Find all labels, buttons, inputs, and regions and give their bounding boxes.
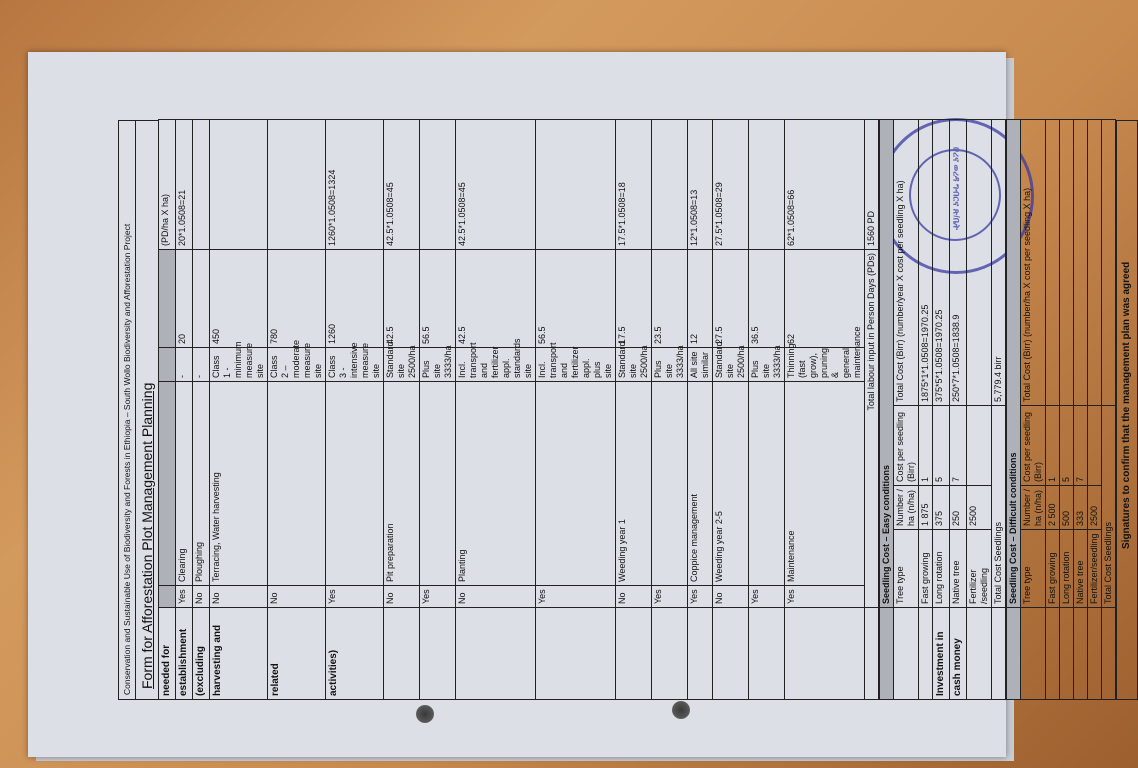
category-label: Investment in <box>935 631 946 696</box>
total-value: 5,779.4 birr <box>992 119 1006 405</box>
yes-no-cell: No <box>713 586 749 608</box>
calculation <box>749 120 785 250</box>
person-days: 56.5 <box>536 250 616 348</box>
table-row <box>652 120 688 700</box>
table-row <box>536 120 616 700</box>
cost-per-seedling: 5 <box>933 406 950 486</box>
table-row <box>1060 119 1074 699</box>
difficult-col-cost: Cost per seedling (Birr) <box>1021 406 1046 486</box>
cost-per-seedling: 7 <box>1074 406 1088 486</box>
calculation <box>420 120 456 250</box>
table-row <box>1088 119 1102 699</box>
activity-description: Plus site 3333/ha <box>420 348 456 382</box>
yes-no-cell: No <box>384 586 420 608</box>
activity-name: Clearing <box>176 382 193 586</box>
activity-name <box>326 382 384 586</box>
calculation: (PD/ha X ha) <box>159 120 176 250</box>
person-days <box>159 250 176 348</box>
yes-no-cell: No <box>268 586 326 608</box>
number-per-ha: 250 <box>950 486 967 530</box>
stamp-text: ቦረና ወረዳ ግብርና ጽ/ቤት <box>951 146 962 231</box>
activity-description: Standard site 2500/ha <box>713 348 749 382</box>
category-label: related <box>268 608 326 700</box>
person-days: 12 <box>688 250 713 348</box>
easy-col-type: Tree type <box>894 530 919 608</box>
table-row <box>967 119 992 699</box>
activity-name <box>652 382 688 586</box>
category-label: establishment <box>176 608 193 700</box>
total-cost <box>1046 119 1060 405</box>
activity-name: Weeding year 1 <box>616 382 652 586</box>
cost-per-seedling: 1 <box>1046 406 1060 486</box>
table-row <box>688 120 713 700</box>
activity-description <box>159 348 176 382</box>
table-row <box>1074 119 1088 699</box>
table-row <box>785 120 865 700</box>
calculation: 20*1.0508=21 <box>176 120 193 250</box>
easy-col-cost: Cost per seedling (Birr) <box>894 406 919 486</box>
easy-col-total: Total Cost (Birr) (number/year X cost per seedling X ha) <box>894 119 919 405</box>
yes-no-cell: Yes <box>176 586 193 608</box>
person-days: 23.5 <box>652 250 688 348</box>
yes-no-cell: No <box>210 586 268 608</box>
total-value <box>1102 119 1116 405</box>
table-row <box>1046 119 1060 699</box>
number-per-ha: 333 <box>1074 486 1088 530</box>
activity-description: Class 2 – moderate measure site <box>268 348 326 382</box>
cost-per-seedling: 7 <box>950 406 967 486</box>
yes-no-cell: Yes <box>652 586 688 608</box>
table-row <box>933 119 950 699</box>
table-row <box>456 120 536 700</box>
person-days: 1260 <box>326 250 384 348</box>
form-title-text: Form for Afforestation Plot Management Planning <box>139 382 155 689</box>
calculation <box>268 120 326 250</box>
tree-type: Fertilizer /seedling <box>967 530 992 608</box>
activity-name: Maintenance <box>785 382 865 586</box>
person-days: 36.5 <box>749 250 785 348</box>
person-days: 780 <box>268 250 326 348</box>
easy-col-number: Number / ha (n/ha) <box>894 486 919 530</box>
category-label: activities) <box>326 608 384 700</box>
difficult-col-total: Total Cost (Birr) (number/ha X cost per seedling X ha) <box>1021 119 1046 405</box>
total-cost <box>1060 119 1074 405</box>
activity-name <box>749 382 785 586</box>
activity-description: Plus site 3333/ha <box>652 348 688 382</box>
calculation <box>652 120 688 250</box>
activity-name <box>420 382 456 586</box>
number-per-ha: 1 875 <box>919 486 933 530</box>
project-header: Conservation and Sustainable Use of Biodiversity and Forests in Ethiopia – South Wollo Biodiversity and Afforestation Project <box>118 120 135 700</box>
activity-description: Standard site 2500/ha <box>616 348 652 382</box>
table-row <box>919 119 933 699</box>
category-label: needed for <box>159 608 176 700</box>
cost-per-seedling: 5 <box>1060 406 1074 486</box>
activity-name: Terracing, Water harvesting <box>210 382 268 586</box>
total-cost <box>967 119 992 405</box>
category-label: (excluding <box>193 608 210 700</box>
activity-name: Coppice management <box>688 382 713 586</box>
difficult-seedling-table <box>1006 119 1116 700</box>
activity-description: Standard site 2500/ha <box>384 348 420 382</box>
table-row <box>749 120 785 700</box>
cost-per-seedling <box>967 406 992 486</box>
table-row <box>384 120 420 700</box>
tree-type: Fertilizer/seedling <box>1088 530 1102 608</box>
yes-no-cell: No <box>193 586 210 608</box>
table-row <box>268 120 326 700</box>
yes-no-cell: Yes <box>785 586 865 608</box>
easy-heading: Seedling Cost – Easy conditions <box>880 119 894 607</box>
activity-name: Weeding year 2-5 <box>713 382 749 586</box>
table-row <box>1102 119 1116 699</box>
table-row <box>950 119 967 699</box>
table-row <box>326 120 384 700</box>
cost-per-seedling: 1 <box>919 406 933 486</box>
tree-type: Native tree <box>950 530 967 608</box>
tree-type: Long rotation <box>1060 530 1074 608</box>
yes-no-cell: No <box>456 586 536 608</box>
activity-description: Class 1 - minimum measure site <box>210 348 268 382</box>
person-days: 450 <box>210 250 268 348</box>
person-days: 20 <box>176 250 193 348</box>
punch-hole <box>672 701 690 719</box>
difficult-col-type: Tree type <box>1021 530 1046 608</box>
total-cost <box>1088 119 1102 405</box>
person-days <box>193 250 210 348</box>
table-row <box>616 120 652 700</box>
yes-no-cell: No <box>616 586 652 608</box>
easy-seedling-table <box>879 119 1006 700</box>
yes-no-cell: Yes <box>749 586 785 608</box>
total-label: Total Cost Seedlings <box>1102 406 1116 608</box>
category-label: harvesting and <box>210 608 268 700</box>
calculation <box>210 120 268 250</box>
total-cost <box>1074 119 1088 405</box>
total-labour-label: Total labour input in Person Days (PDs) <box>865 250 879 608</box>
number-per-ha: 500 <box>1060 486 1074 530</box>
yes-no-cell: Yes <box>536 586 616 608</box>
table-row <box>992 119 1006 699</box>
activity-description: - <box>176 348 193 382</box>
activities-table <box>158 119 879 700</box>
calculation: 42.5*1.0508=45 <box>384 120 420 250</box>
difficult-col-number: Number / ha (n/ha) <box>1021 486 1046 530</box>
yes-no-cell: Yes <box>420 586 456 608</box>
person-days: 27.5 <box>713 250 749 348</box>
yes-no-cell <box>159 586 176 608</box>
activity-name: Pit preparation <box>384 382 420 586</box>
activity-description: Thinning (fast grow), pruning & general maintenance <box>785 348 865 382</box>
person-days: 17.5 <box>616 250 652 348</box>
table-row <box>713 120 749 700</box>
difficult-heading: Seedling Cost – Difficult conditions <box>1007 119 1021 607</box>
calculation: 1260*1.0508=1324 <box>326 120 384 250</box>
calculation <box>193 120 210 250</box>
total-labour-row <box>865 120 879 700</box>
punch-hole <box>416 705 434 723</box>
tree-type: Long rotation <box>933 530 950 608</box>
total-labour-value: 1560 PD <box>865 120 879 250</box>
activity-description: Incl. transport and fertilizer appl. plus site <box>536 348 616 382</box>
form-title <box>135 120 158 700</box>
total-cost: 375*5*1.0508=1970.25 <box>933 119 950 405</box>
signature-line: Signatures to confirm that the management plan was agreed <box>1116 120 1138 700</box>
calculation <box>536 120 616 250</box>
calculation: 27.5*1.0508=29 <box>713 120 749 250</box>
yes-no-cell: Yes <box>326 586 384 608</box>
total-cost: 1875*1*1.0508=1970.25 <box>919 119 933 405</box>
person-days: 42.5 <box>456 250 536 348</box>
total-label: Total Cost Seedlings <box>992 406 1006 608</box>
person-days: 62 <box>785 250 865 348</box>
category-label: cash money <box>952 638 963 696</box>
activity-description: Class 3 - intensive measure site <box>326 348 384 382</box>
number-per-ha: 375 <box>933 486 950 530</box>
table-row <box>420 120 456 700</box>
yes-no-cell: Yes <box>688 586 713 608</box>
activity-description: All site similar <box>688 348 713 382</box>
table-row <box>176 120 193 700</box>
activity-name <box>159 382 176 586</box>
activity-name: Ploughing <box>193 382 210 586</box>
tree-type: Fast growing <box>1046 530 1060 608</box>
calculation: 42.5*1.0508=45 <box>456 120 536 250</box>
person-days: 56.5 <box>420 250 456 348</box>
number-per-ha: 2 500 <box>1046 486 1060 530</box>
activity-description: Incl. transport and fertilizer appl. standards site <box>456 348 536 382</box>
table-row <box>159 120 176 700</box>
cost-per-seedling <box>1088 406 1102 486</box>
number-per-ha: 2500 <box>1088 486 1102 530</box>
calculation: 62*1.0508=66 <box>785 120 865 250</box>
table-row <box>210 120 268 700</box>
tree-type: Native tree <box>1074 530 1088 608</box>
activity-name <box>536 382 616 586</box>
tree-type: Fast growing <box>919 530 933 608</box>
activity-name <box>268 382 326 586</box>
activity-name: Planting <box>456 382 536 586</box>
total-cost: 250*7*1.0508=1838.9 <box>950 119 967 405</box>
table-row <box>193 120 210 700</box>
calculation: 17.5*1.0508=18 <box>616 120 652 250</box>
number-per-ha: 2500 <box>967 486 992 530</box>
calculation: 12*1.0508=13 <box>688 120 713 250</box>
activity-description: Plus site 3333/ha <box>749 348 785 382</box>
person-days: 42.5 <box>384 250 420 348</box>
activity-description: - <box>193 348 210 382</box>
